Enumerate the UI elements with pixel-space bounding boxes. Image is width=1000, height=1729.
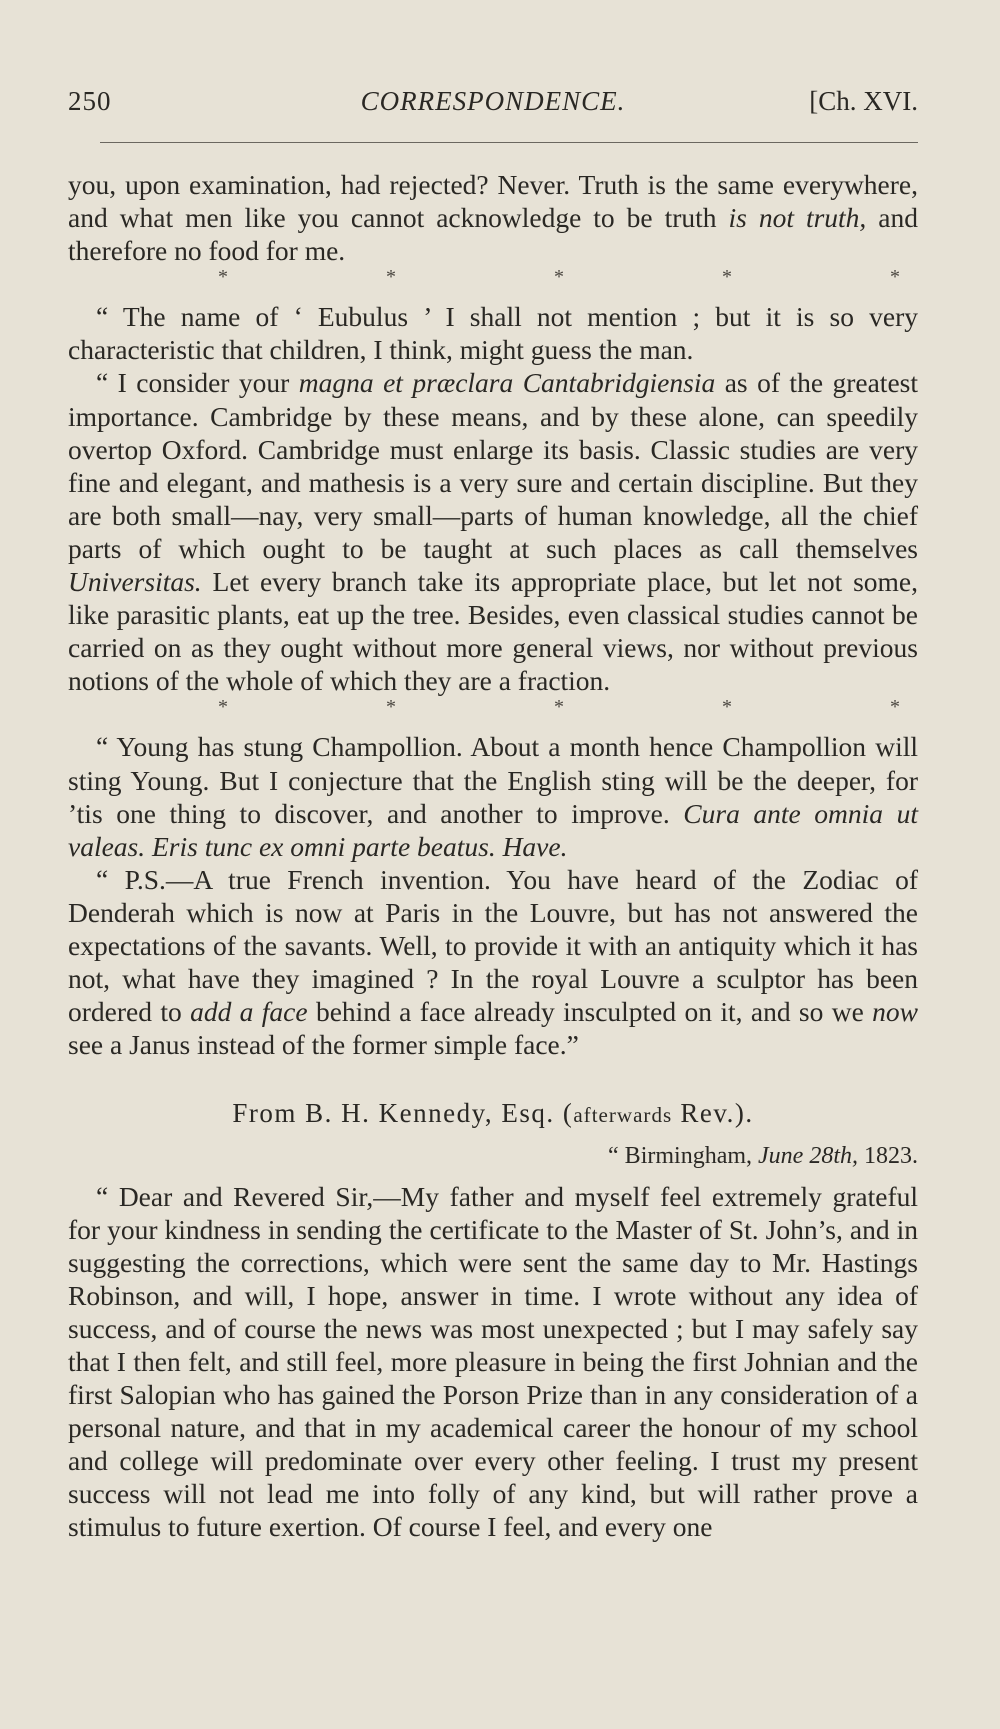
running-title: CORRESPONDENCE.: [360, 86, 626, 116]
asterisk: *: [722, 266, 732, 289]
asterisk: *: [386, 266, 396, 289]
asterisk: *: [722, 696, 732, 719]
asterisk: *: [218, 696, 228, 719]
asterisk: *: [386, 696, 396, 719]
page-body: [68, 168, 918, 1544]
salutation: “ Dear and Revered Sir,: [96, 1180, 374, 1212]
page-header: [68, 86, 918, 126]
paragraph-3: “ I consider your magna et præclara Cantabridgiensia as of the greatest importance. Cambridge by these means, and by these alone, can speedily overtop Oxford. Cambridge must enlarge its basis. Classic studies are very fine and elegant, and mathesis is a very sure and certain discipline. But they are both small—nay, very small—parts of human knowledge, all the chief parts of which ought to be taught at such places as call themselves Universitas. Let every branch take its appropriate place, but let not some, like parasitic plants, eat up the tree. Besides, even classical studies cannot be carried on as they ought without more general views, nor without previous notions of the whole of which they are a fraction.: [68, 367, 919, 697]
paragraph-2: “ The name of ‘ Eubulus ’ I shall not mention ; but it is so very characteristic that children, I think, might guess the man.: [68, 301, 918, 366]
asterisk: *: [554, 266, 564, 289]
letter-heading: From B. H. Kennedy, Esq. (afterwards Rev.).: [232, 1098, 754, 1129]
paragraph-6: “ Dear and Revered Sir,—My father and myself feel extremely grateful for your kindness in sending the certificate to the Master of St. John’s, and in suggesting the corrections, which were sent the same day to Mr. Hastings Robinson, and will, I hope, answer in time. I wrote without any idea of success, and of course the news was most unexpected ; but I may safely say that I then felt, and still feel, more pleasure in being the first Johnian and the first Salopian who has gained the Porson Prize than in any consideration of a personal nature, and that in my academical career the honour of my school and college will predominate over every other feeling. I trust my present success will not lead me into folly of any kind, but will rather prove a stimulus to future exertion. Of course I feel, and every one: [68, 1180, 918, 1543]
page-number: 250: [68, 86, 112, 116]
paragraph-5: “ P.S.—A true French invention. You have heard of the Zodiac of Denderah which is now at Paris in the Louvre, but has not answered the expectations of the savants. Well, to provide it with an antiquity which it has not, what have they imagined ? In the royal Louvre a sculptor has been ordered to add a face behind a face already insculpted on it, and so we now see a Janus instead of the former simple face.”: [68, 863, 918, 1061]
letter-dateline: “ Birmingham, June 28th, 1823.: [608, 1143, 918, 1170]
paragraph-4: “ Young has stung Champollion. About a month hence Champollion will sting Young. But I conjecture that the English sting will be the deeper, for ’tis one thing to discover, and another to improve. Cura ante omnia ut valeas. Eris tunc ex omni parte beatus. Have.: [68, 731, 918, 862]
asterisk: *: [218, 266, 228, 289]
asterisk: *: [554, 696, 564, 719]
asterisk: *: [890, 266, 900, 289]
asterism-2: [68, 697, 918, 730]
asterisk: *: [890, 696, 900, 719]
chapter-label: [Ch. XVI.: [809, 86, 918, 116]
asterism-1: [68, 267, 918, 300]
paragraph-1: you, upon examination, had rejected? Never. Truth is the same everywhere, and what men like you cannot acknowledge to be truth is not truth, and therefore no food for me.: [68, 169, 919, 267]
header-rule: [100, 142, 918, 143]
